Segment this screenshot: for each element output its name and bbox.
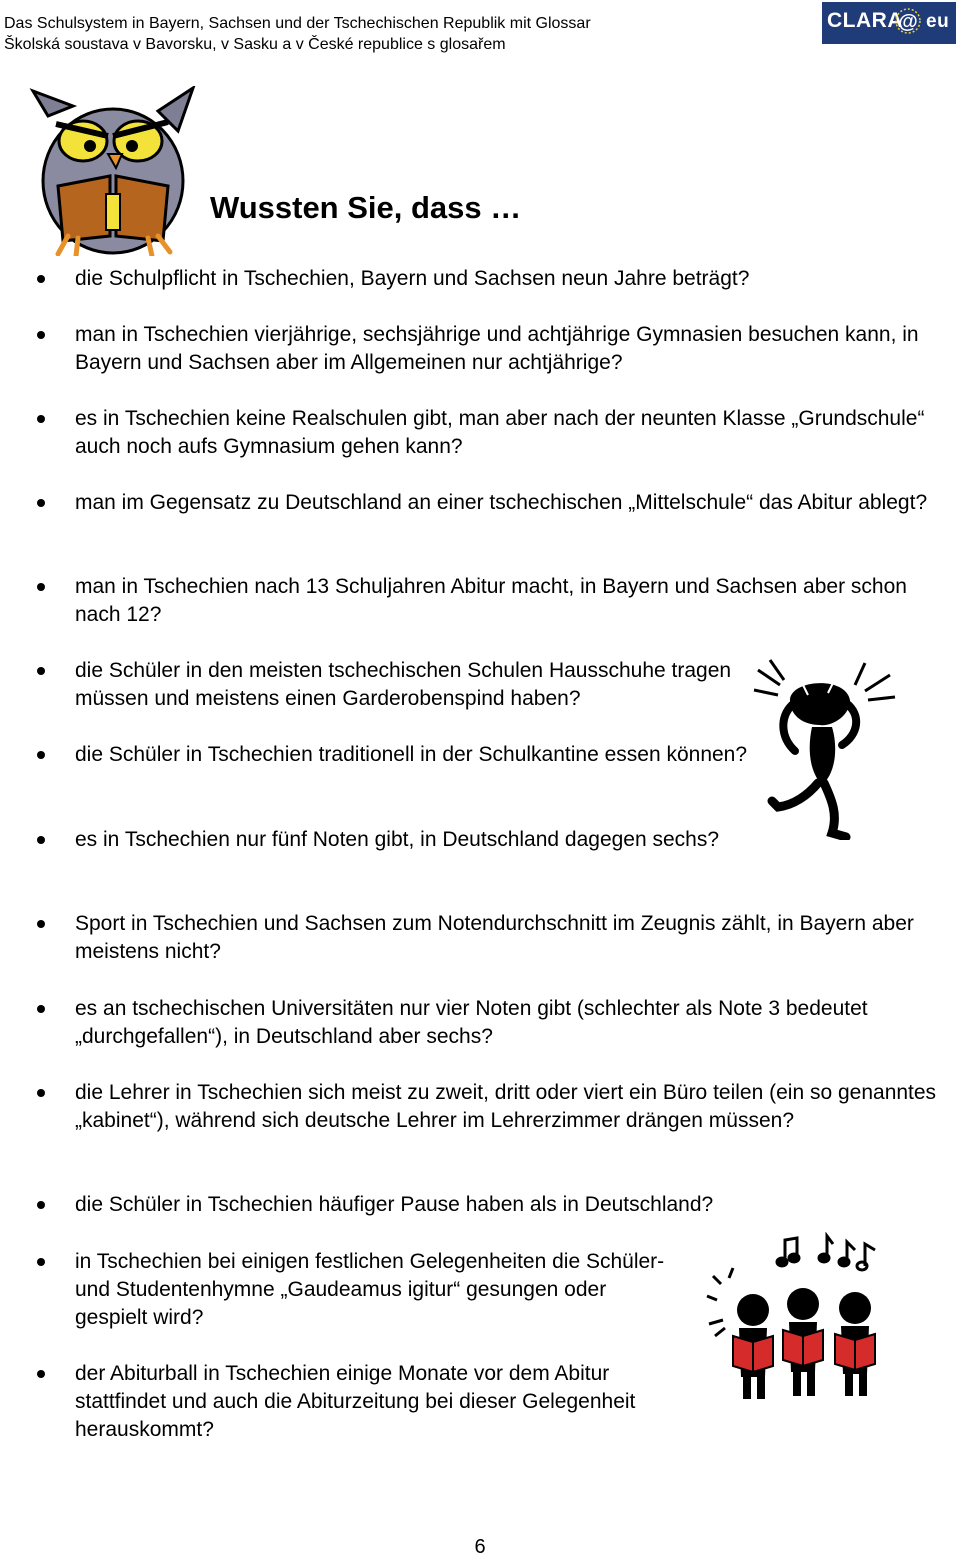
- header-title-czech: Školská soustava v Bavorsku, v Sasku a v České republice s glosařem: [4, 36, 506, 53]
- svg-text:@: @: [898, 11, 918, 33]
- logo-text-right: eu: [926, 11, 950, 32]
- reading-owl-image: [28, 86, 198, 256]
- singing-students-image: [705, 1232, 895, 1402]
- fact-text: man in Tschechien vierjährige, sechsjährige und achtjährige Gymnasien besuchen kann, in Bayern und Sachsen aber im Allgemeinen nur achtjährige?: [75, 323, 919, 374]
- fact-text: die Schulpflicht in Tschechien, Bayern und Sachsen neun Jahre beträgt?: [75, 267, 750, 290]
- fact-text: man im Gegensatz zu Deutschland an einer tschechischen „Mittelschule“ das Abitur ablegt?: [75, 491, 928, 514]
- bullet-icon: [37, 920, 45, 928]
- bullet-icon: [37, 1370, 45, 1378]
- bullet-icon: [37, 1201, 45, 1209]
- bullet-icon: [37, 667, 45, 675]
- fact-text: es in Tschechien nur fünf Noten gibt, in Deutschland dagegen sechs?: [75, 828, 720, 851]
- logo-at-icon: [894, 6, 922, 36]
- bullet-icon: [37, 331, 45, 339]
- bullet-icon: [37, 583, 45, 591]
- bullet-icon: [37, 1089, 45, 1097]
- logo-text-left: CLARA: [827, 9, 903, 32]
- fact-text: die Schüler in Tschechien häufiger Pause haben als in Deutschland?: [75, 1193, 714, 1216]
- fact-text: der Abiturball in Tschechien einige Monate vor dem Abitur stattfindet und auch die Abiturzeitung bei dieser Gelegenheit herauskommt?: [75, 1362, 636, 1441]
- bullet-icon: [37, 1258, 45, 1266]
- fact-text: es an tschechischen Universitäten nur vier Noten gibt (schlechter als Note 3 bedeutet „durchgefallen“), in Deutschland aber sechs?: [75, 997, 868, 1048]
- fact-text: man in Tschechien nach 13 Schuljahren Abitur macht, in Bayern und Sachsen aber schon nach 12?: [75, 575, 907, 626]
- fact-text: die Schüler in den meisten tschechischen Schulen Hausschuhe tragen müssen und meistens einen Garderobenspind haben?: [75, 659, 732, 710]
- fact-text: die Lehrer in Tschechien sich meist zu zweit, dritt oder viert ein Büro teilen (ein so genanntes „kabinet“), während sich deutsche Lehrer im Lehrerzimmer drängen müssen?: [75, 1081, 937, 1132]
- bullet-icon: [37, 275, 45, 283]
- page-title: Wussten Sie, dass …: [210, 190, 522, 225]
- bullet-icon: [37, 836, 45, 844]
- frustrated-figure-image: [750, 655, 900, 840]
- fact-text: Sport in Tschechien und Sachsen zum Notendurchschnitt im Zeugnis zählt, in Bayern aber meistens nicht?: [75, 912, 914, 963]
- fact-text: die Schüler in Tschechien traditionell in der Schulkantine essen können?: [75, 743, 748, 766]
- bullet-icon: [37, 415, 45, 423]
- bullet-icon: [37, 1005, 45, 1013]
- page-header: [0, 0, 960, 60]
- clara-eu-logo: [822, 2, 956, 44]
- bullet-icon: [37, 751, 45, 759]
- fact-text: in Tschechien bei einigen festlichen Gelegenheiten die Schüler- und Studentenhymne „Gaudeamus igitur“ gesungen oder gespielt wird?: [75, 1250, 665, 1329]
- bullet-icon: [37, 499, 45, 507]
- fact-text: es in Tschechien keine Realschulen gibt, man aber nach der neunten Klasse „Grundschule“ auch noch aufs Gymnasium gehen kann?: [75, 407, 925, 458]
- page-number: 6: [474, 1536, 486, 1558]
- header-title-german: Das Schulsystem in Bayern, Sachsen und der Tschechischen Republik mit Glossar: [4, 15, 591, 32]
